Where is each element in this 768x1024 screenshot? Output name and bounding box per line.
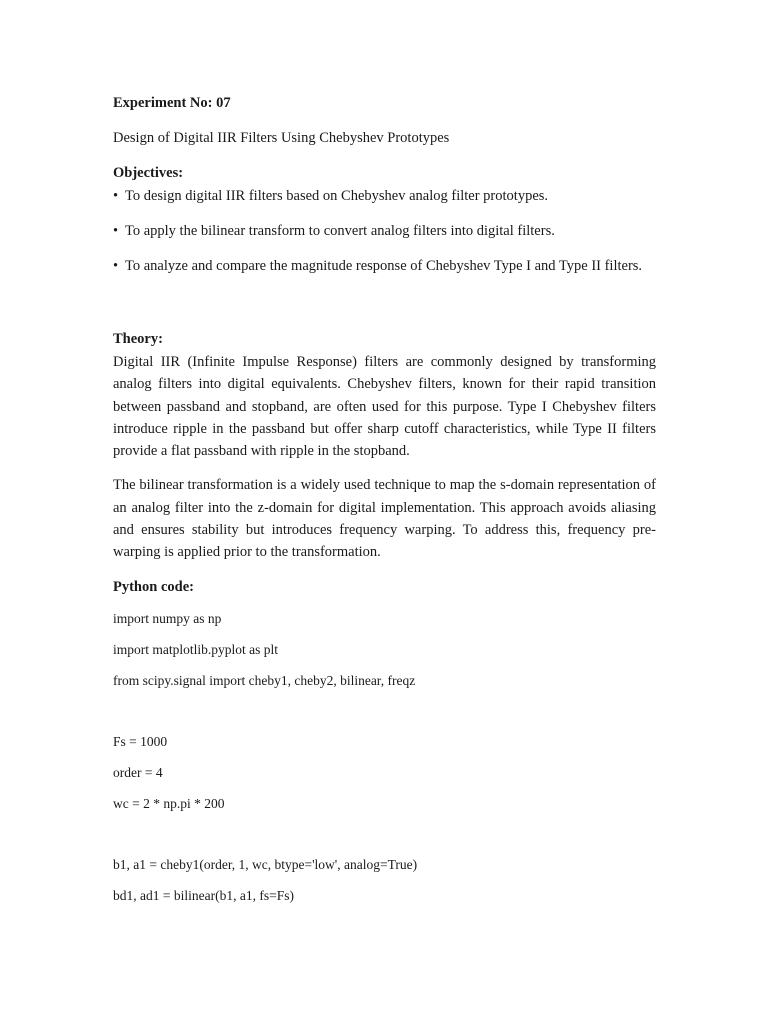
objective-item [113,185,656,207]
code-line: wc = 2 * np.pi * 200 [113,795,225,811]
code-line: Fs = 1000 [113,733,168,749]
objective-text: To design digital IIR filters based on Chebyshev analog filter prototypes. [125,188,549,204]
code-line: import matplotlib.pyplot as plt [113,641,278,657]
theory-paragraph: The bilinear transformation is a widely used technique to map the s-domain representation of an analog filter into the z-domain for digital implementation. This approach avoids aliasing and ensures stability but introduces frequency warping. To address this, frequency pre-warping is applied prior to the transformation. [113,477,656,561]
bullet-icon: • [113,223,119,239]
code-line: from scipy.signal import cheby1, cheby2, bilinear, freqz [113,672,416,688]
document-page [113,93,656,905]
objectives-heading: Objectives: [113,165,184,181]
theory-paragraph: Digital IIR (Infinite Impulse Response) filters are commonly designed by transforming analog filters into digital equivalents. Chebyshev filters, known for their rapid transition between passband and stopband, are often used for this purpose. Type I Chebyshev filters introduce ripple in the passband but offer sharp cutoff characteristics, while Type II filters provide a flat passband with ripple in the stopband. [113,354,656,460]
code-line: b1, a1 = cheby1(order, 1, wc, btype='low', analog=True) [113,856,418,872]
objective-item [113,255,656,277]
code-line: bd1, ad1 = bilinear(b1, a1, fs=Fs) [113,887,294,903]
code-heading: Python code: [113,578,194,595]
code-line: order = 4 [113,764,163,780]
objective-text: To analyze and compare the magnitude response of Chebyshev Type I and Type II filters. [125,258,643,274]
objective-text: To apply the bilinear transform to convert analog filters into digital filters. [125,223,555,239]
theory-heading: Theory: [113,331,163,347]
experiment-title: Experiment No: 07 [113,95,231,111]
objective-item [113,220,656,242]
code-line: import numpy as np [113,610,222,626]
bullet-icon: • [113,258,119,274]
experiment-subtitle: Design of Digital IIR Filters Using Chebyshev Prototypes [113,130,450,146]
bullet-icon: • [113,188,119,204]
